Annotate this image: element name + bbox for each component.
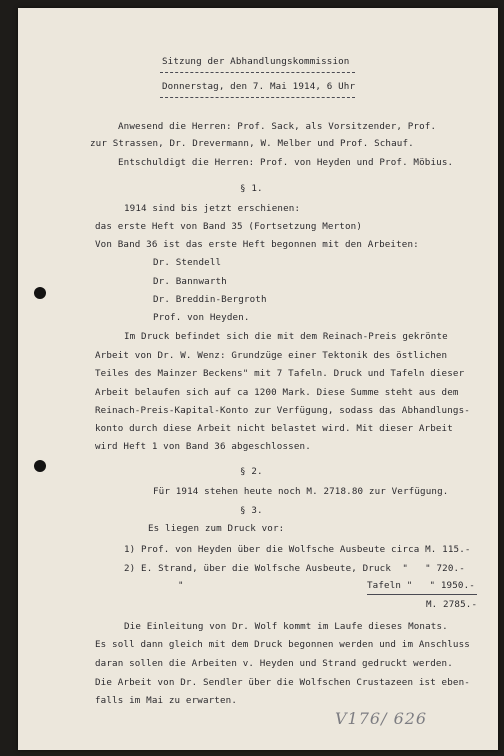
cost-item: Tafeln " " 1950.- (367, 580, 475, 591)
author-item: Dr. Stendell (153, 257, 222, 268)
cost-total: M. 2785.- (426, 599, 478, 610)
body-line: Teiles des Mainzer Beckens" mit 7 Tafeln. Druck und Tafeln dieser (95, 368, 465, 379)
punch-hole-top (34, 287, 46, 299)
body-line: 1914 sind bis jetzt erschienen: (124, 203, 301, 214)
punch-hole-bottom (34, 460, 46, 472)
sum-underline (367, 594, 477, 595)
section-mark: § 3. (240, 505, 263, 516)
ditto-mark: " (178, 580, 184, 591)
meeting-date: Donnerstag, den 7. Mai 1914, 6 Uhr (162, 81, 356, 92)
body-line: daran sollen die Arbeiten v. Heyden und Strand gedruckt werden. (95, 658, 453, 669)
body-line: Es soll dann gleich mit dem Druck begonnen werden und im Anschluss (95, 639, 470, 650)
body-line: Von Band 36 ist das erste Heft begonnen mit den Arbeiten: (95, 239, 419, 250)
body-line: wird Heft 1 von Band 36 abgeschlossen. (95, 441, 311, 452)
archive-mark: V176/ 626 (335, 709, 428, 728)
body-line: Die Arbeit von Dr. Sendler über die Wolfschen Crustazeen ist eben- (95, 677, 470, 688)
date-underline (160, 97, 355, 98)
body-line: Arbeit belaufen sich auf ca 1200 Mark. Diese Summe steht aus dem (95, 387, 459, 398)
section-mark: § 1. (240, 183, 263, 194)
body-line: Die Einleitung von Dr. Wolf kommt im Laufe dieses Monats. (124, 621, 448, 632)
title-underline (160, 72, 355, 73)
author-item: Prof. von Heyden. (153, 312, 250, 323)
body-line: Arbeit von Dr. W. Wenz: Grundzüge einer Tektonik des östlichen (95, 350, 448, 361)
attendance-line: Anwesend die Herren: Prof. Sack, als Vorsitzender, Prof. (118, 121, 437, 132)
cost-item: 2) E. Strand, über die Wolfsche Ausbeute, Druck " " 720.- (124, 563, 465, 574)
author-item: Dr. Bannwarth (153, 276, 227, 287)
body-line: konto durch diese Arbeit nicht belastet wird. Mit dieser Arbeit (95, 423, 453, 434)
section-mark: § 2. (240, 466, 263, 477)
author-item: Dr. Breddin-Bergroth (153, 294, 267, 305)
attendance-line: Entschuldigt die Herren: Prof. von Heyden und Prof. Möbius. (118, 157, 454, 168)
body-line: Im Druck befindet sich die mit dem Reinach-Preis gekrönte (124, 331, 448, 342)
body-line: das erste Heft von Band 35 (Fortsetzung Merton) (95, 221, 363, 232)
cost-item: 1) Prof. von Heyden über die Wolfsche Ausbeute circa M. 115.- (124, 544, 471, 555)
body-line: Für 1914 stehen heute noch M. 2718.80 zur Verfügung. (153, 486, 449, 497)
page-title: Sitzung der Abhandlungskommission (162, 56, 350, 67)
body-line: falls im Mai zu erwarten. (95, 695, 238, 706)
body-line: Reinach-Preis-Kapital-Konto zur Verfügung, sodass das Abhandlungs- (95, 405, 470, 416)
body-line: Es liegen zum Druck vor: (148, 523, 285, 534)
attendance-line: zur Strassen, Dr. Drevermann, W. Melber und Prof. Schauf. (90, 138, 414, 149)
